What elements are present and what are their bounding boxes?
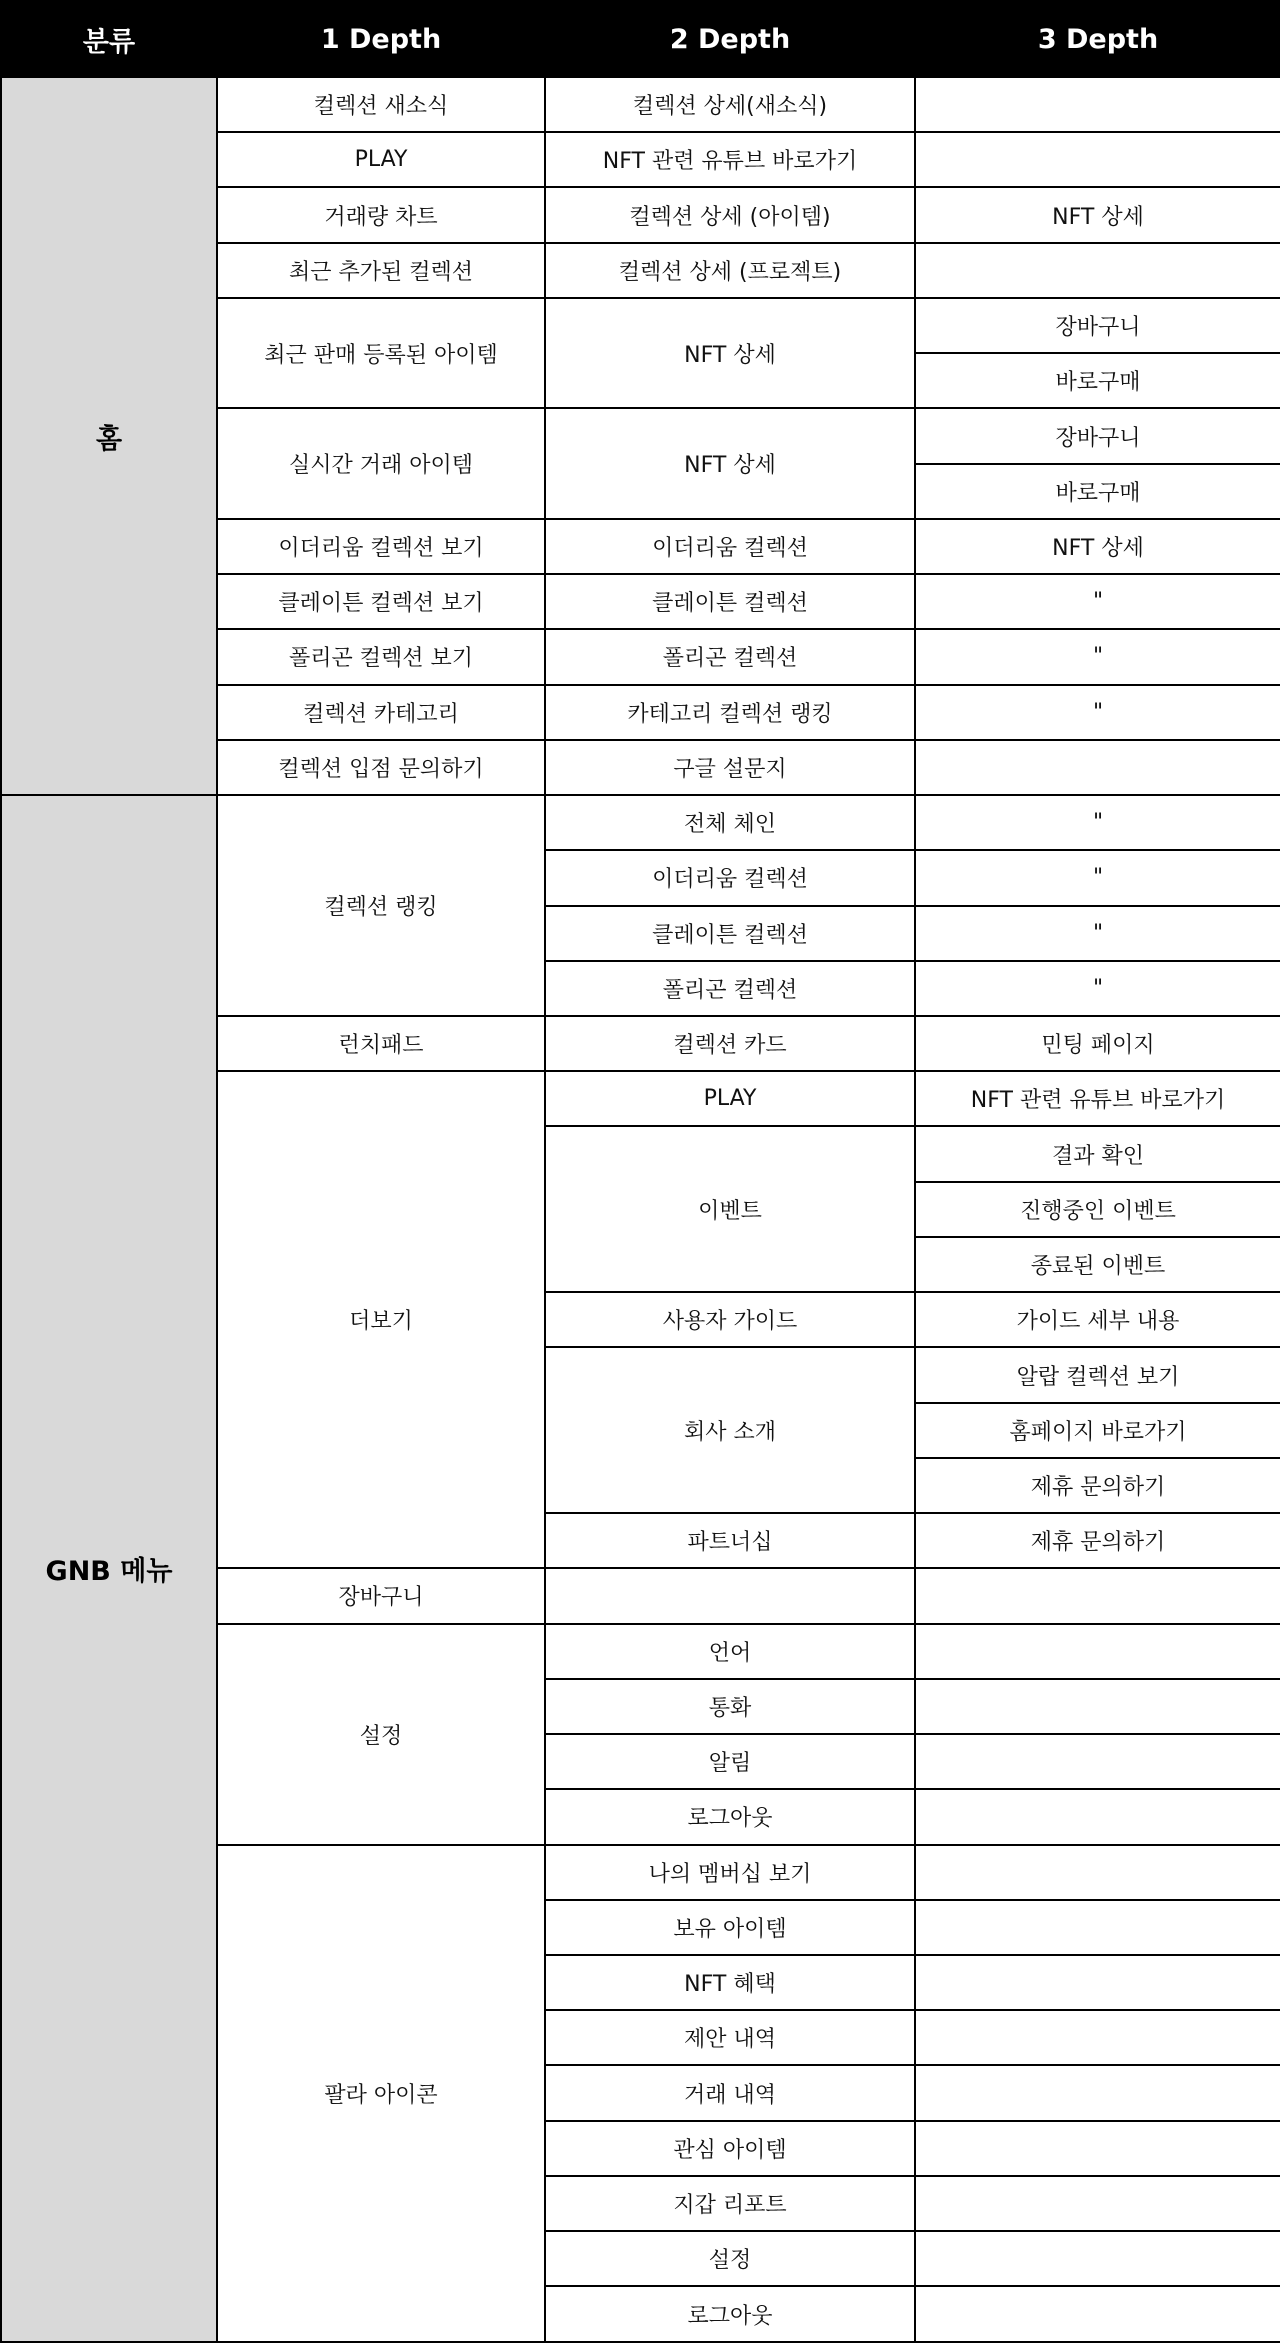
depth3-cell: " [915, 629, 1280, 684]
depth3-cell: NFT 상세 [915, 187, 1280, 242]
depth2-cell: 거래 내역 [545, 2065, 915, 2120]
depth3-cell [915, 77, 1280, 132]
depth3-cell: 종료된 이벤트 [915, 1237, 1280, 1292]
depth2-cell [545, 1568, 915, 1623]
depth3-cell: 진행중인 이벤트 [915, 1182, 1280, 1237]
depth3-cell: " [915, 574, 1280, 629]
depth1-cell: 폴리곤 컬렉션 보기 [217, 629, 545, 684]
depth2-cell: 알림 [545, 1734, 915, 1789]
depth2-cell: 이더리움 컬렉션 [545, 850, 915, 905]
depth1-cell: 장바구니 [217, 1568, 545, 1623]
depth2-cell: 통화 [545, 1679, 915, 1734]
depth1-cell: 팔라 아이콘 [217, 1845, 545, 2343]
depth1-cell: 이더리움 컬렉션 보기 [217, 519, 545, 574]
depth1-cell: 컬렉션 랭킹 [217, 795, 545, 1016]
table-row [1, 795, 1280, 850]
header-depth-3: 3 Depth [915, 1, 1280, 77]
depth2-cell: 지갑 리포트 [545, 2176, 915, 2231]
depth1-cell: PLAY [217, 132, 545, 187]
depth3-cell: 알랍 컬렉션 보기 [915, 1347, 1280, 1402]
depth3-cell: " [915, 906, 1280, 961]
depth1-cell: 설정 [217, 1624, 545, 1845]
depth2-cell: 클레이튼 컬렉션 [545, 574, 915, 629]
header-depth-2: 2 Depth [545, 1, 915, 77]
depth3-cell: NFT 상세 [915, 519, 1280, 574]
depth3-cell: 홈페이지 바로가기 [915, 1403, 1280, 1458]
header-depth-1: 1 Depth [217, 1, 545, 77]
depth3-cell: NFT 관련 유튜브 바로가기 [915, 1071, 1280, 1126]
depth2-cell: 로그아웃 [545, 1789, 915, 1844]
depth2-cell: 컬렉션 상세 (프로젝트) [545, 243, 915, 298]
depth1-cell: 컬렉션 입점 문의하기 [217, 740, 545, 795]
depth1-cell: 거래량 차트 [217, 187, 545, 242]
depth2-cell: 회사 소개 [545, 1347, 915, 1513]
table-header [1, 1, 1280, 77]
depth3-cell: " [915, 685, 1280, 740]
depth1-cell: 최근 추가된 컬렉션 [217, 243, 545, 298]
depth3-cell: 제휴 문의하기 [915, 1513, 1280, 1568]
depth2-cell: 설정 [545, 2231, 915, 2286]
depth3-cell: " [915, 850, 1280, 905]
depth2-cell: 폴리곤 컬렉션 [545, 629, 915, 684]
depth3-cell: " [915, 795, 1280, 850]
depth3-cell [915, 2176, 1280, 2231]
depth2-cell: 클레이튼 컬렉션 [545, 906, 915, 961]
depth1-cell: 컬렉션 카테고리 [217, 685, 545, 740]
depth3-cell [915, 2231, 1280, 2286]
depth3-cell [915, 1679, 1280, 1734]
header-row [1, 1, 1280, 77]
depth2-cell: 사용자 가이드 [545, 1292, 915, 1347]
depth2-cell: 이더리움 컬렉션 [545, 519, 915, 574]
depth1-cell: 실시간 거래 아이템 [217, 408, 545, 518]
category-cell: GNB 메뉴 [1, 795, 217, 2342]
depth2-cell: NFT 상세 [545, 298, 915, 408]
depth1-cell: 더보기 [217, 1071, 545, 1568]
depth2-cell: 로그아웃 [545, 2286, 915, 2342]
table-row [1, 77, 1280, 132]
depth3-cell: 장바구니 [915, 298, 1280, 353]
depth3-cell [915, 1734, 1280, 1789]
depth3-cell [915, 1568, 1280, 1623]
depth3-cell [915, 2010, 1280, 2065]
depth2-cell: 컬렉션 상세(새소식) [545, 77, 915, 132]
depth2-cell: 카테고리 컬렉션 랭킹 [545, 685, 915, 740]
depth3-cell: 제휴 문의하기 [915, 1458, 1280, 1513]
table-body [1, 77, 1280, 2342]
depth2-cell: 컬렉션 카드 [545, 1016, 915, 1071]
depth2-cell: 나의 멤버십 보기 [545, 1845, 915, 1900]
depth3-cell [915, 2286, 1280, 2342]
depth2-cell: 구글 설문지 [545, 740, 915, 795]
depth3-cell: 바로구매 [915, 464, 1280, 519]
depth2-cell: 언어 [545, 1624, 915, 1679]
depth1-cell: 런치패드 [217, 1016, 545, 1071]
depth2-cell: PLAY [545, 1071, 915, 1126]
depth3-cell: 민팅 페이지 [915, 1016, 1280, 1071]
depth3-cell [915, 2065, 1280, 2120]
depth3-cell: 바로구매 [915, 353, 1280, 408]
depth3-cell [915, 1845, 1280, 1900]
depth3-cell: " [915, 961, 1280, 1016]
depth3-cell: 장바구니 [915, 408, 1280, 463]
depth3-cell [915, 2121, 1280, 2176]
depth2-cell: 폴리곤 컬렉션 [545, 961, 915, 1016]
depth2-cell: 보유 아이템 [545, 1900, 915, 1955]
depth1-cell: 컬렉션 새소식 [217, 77, 545, 132]
depth3-cell: 가이드 세부 내용 [915, 1292, 1280, 1347]
depth3-cell [915, 740, 1280, 795]
depth2-cell: 제안 내역 [545, 2010, 915, 2065]
depth3-cell: 결과 확인 [915, 1126, 1280, 1181]
depth2-cell: NFT 관련 유튜브 바로가기 [545, 132, 915, 187]
depth2-cell: NFT 혜택 [545, 1955, 915, 2010]
depth3-cell [915, 1624, 1280, 1679]
depth2-cell: 전체 체인 [545, 795, 915, 850]
depth2-cell: NFT 상세 [545, 408, 915, 518]
depth2-cell: 관심 아이템 [545, 2121, 915, 2176]
depth3-cell [915, 1955, 1280, 2010]
category-cell: 홈 [1, 77, 217, 795]
depth3-cell [915, 1789, 1280, 1844]
depth3-cell [915, 243, 1280, 298]
depth1-cell: 클레이튼 컬렉션 보기 [217, 574, 545, 629]
depth2-cell: 이벤트 [545, 1126, 915, 1292]
header-category: 분류 [1, 1, 217, 77]
depth2-cell: 파트너십 [545, 1513, 915, 1568]
depth3-cell [915, 132, 1280, 187]
depth3-cell [915, 1900, 1280, 1955]
depth2-cell: 컬렉션 상세 (아이템) [545, 187, 915, 242]
depth1-cell: 최근 판매 등록된 아이템 [217, 298, 545, 408]
